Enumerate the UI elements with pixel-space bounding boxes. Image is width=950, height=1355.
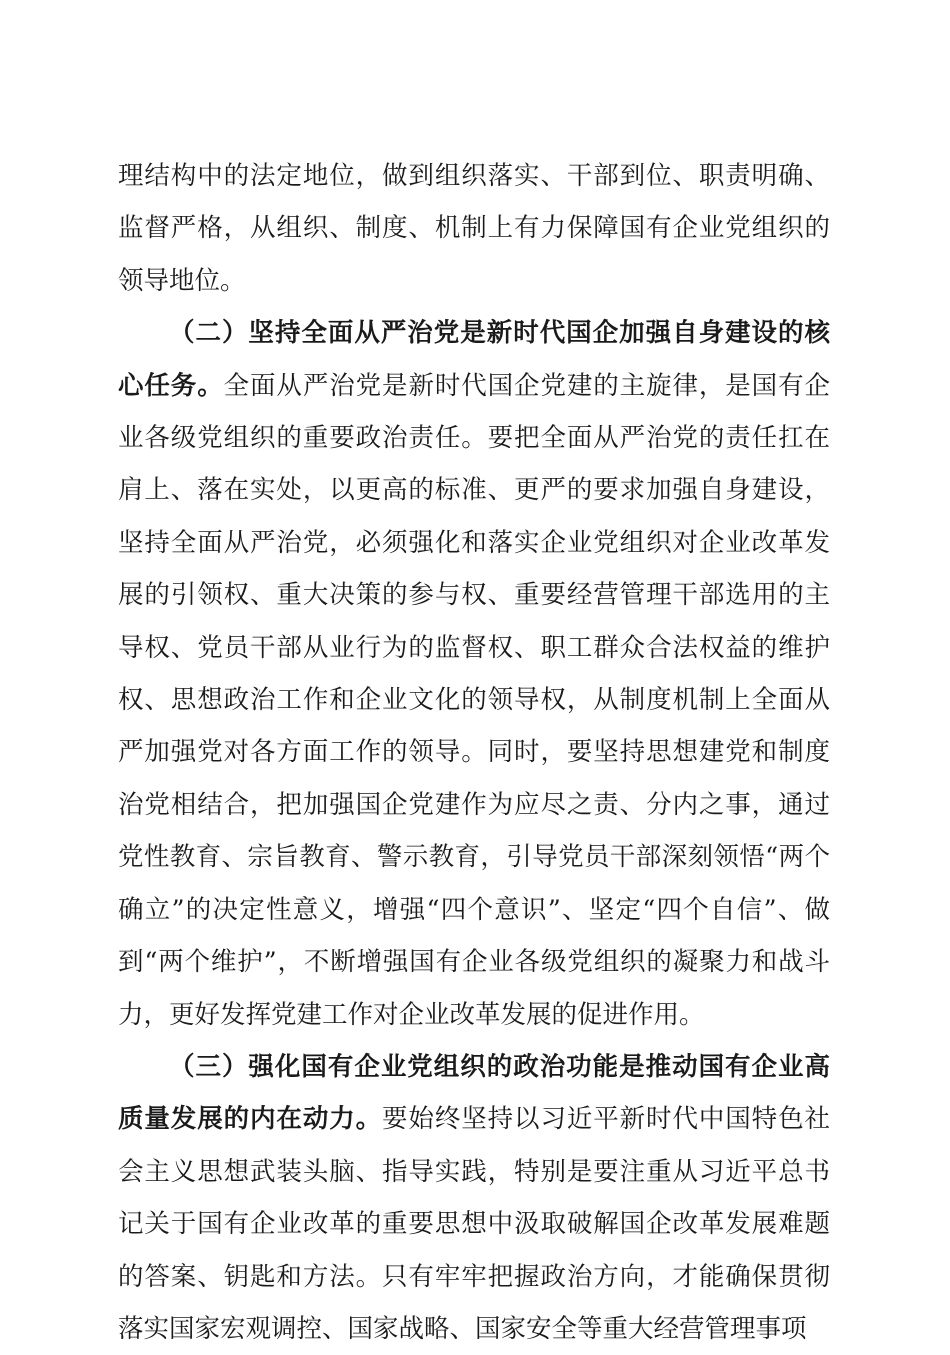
paragraph-section-3 (118, 1041, 830, 1355)
section-heading-3: （三）强化国有企业党组织的政治功能是推动国有企业高质量发展的内在动力。 (118, 1051, 830, 1135)
paragraph-text: 理结构中的法定地位，做到组织落实、干部到位、职责明确、监督严格，从组织、制度、机制上有力保障国有企业党组织的领导地位。 (118, 161, 830, 296)
paragraph-continuation (118, 150, 830, 307)
paragraph-section-2 (118, 307, 830, 1041)
body-text (118, 150, 830, 1355)
paragraph-text: 全面从严治党是新时代国企党建的主旋律，是国有企业各级党组织的重要政治责任。要把全面从严治党的责任扛在肩上、落在实处，以更高的标准、更严的要求加强自身建设，坚持全面从严治党，必须强化和落实企业党组织对企业改革发展的引领权、重大决策的参与权、重要经营管理干部选用的主导权、党员干部从业行为的监督权、职工群众合法权益的维护权、思想政治工作和企业文化的领导权，从制度机制上全面从严加强党对各方面工作的领导。同时，要坚持思想建党和制度治党相结合，把加强国企党建作为应尽之责、分内之事，通过党性教育、宗旨教育、警示教育，引导党员干部深刻领悟“两个确立”的决定性意义，增强“四个意识”、坚定“四个自信”、做到“两个维护”，不断增强国有企业各级党组织的凝聚力和战斗力，更好发挥党建工作对企业改革发展的促进作用。 (118, 370, 830, 1030)
paragraph-text: 要始终坚持以习近平新时代中国特色社会主义思想武装头脑、指导实践，特别是要注重从习近平总书记关于国有企业改革的重要思想中汲取破解国企改革发展难题的答案、钥匙和方法。只有牢牢把握政治方向，才能确保贯彻落实国家宏观调控、国家战略、国家安全等重大经营管理事项 (118, 1104, 830, 1344)
section-heading-2: （二）坚持全面从严治党是新时代国企加强自身建设的核心任务。 (118, 318, 830, 401)
